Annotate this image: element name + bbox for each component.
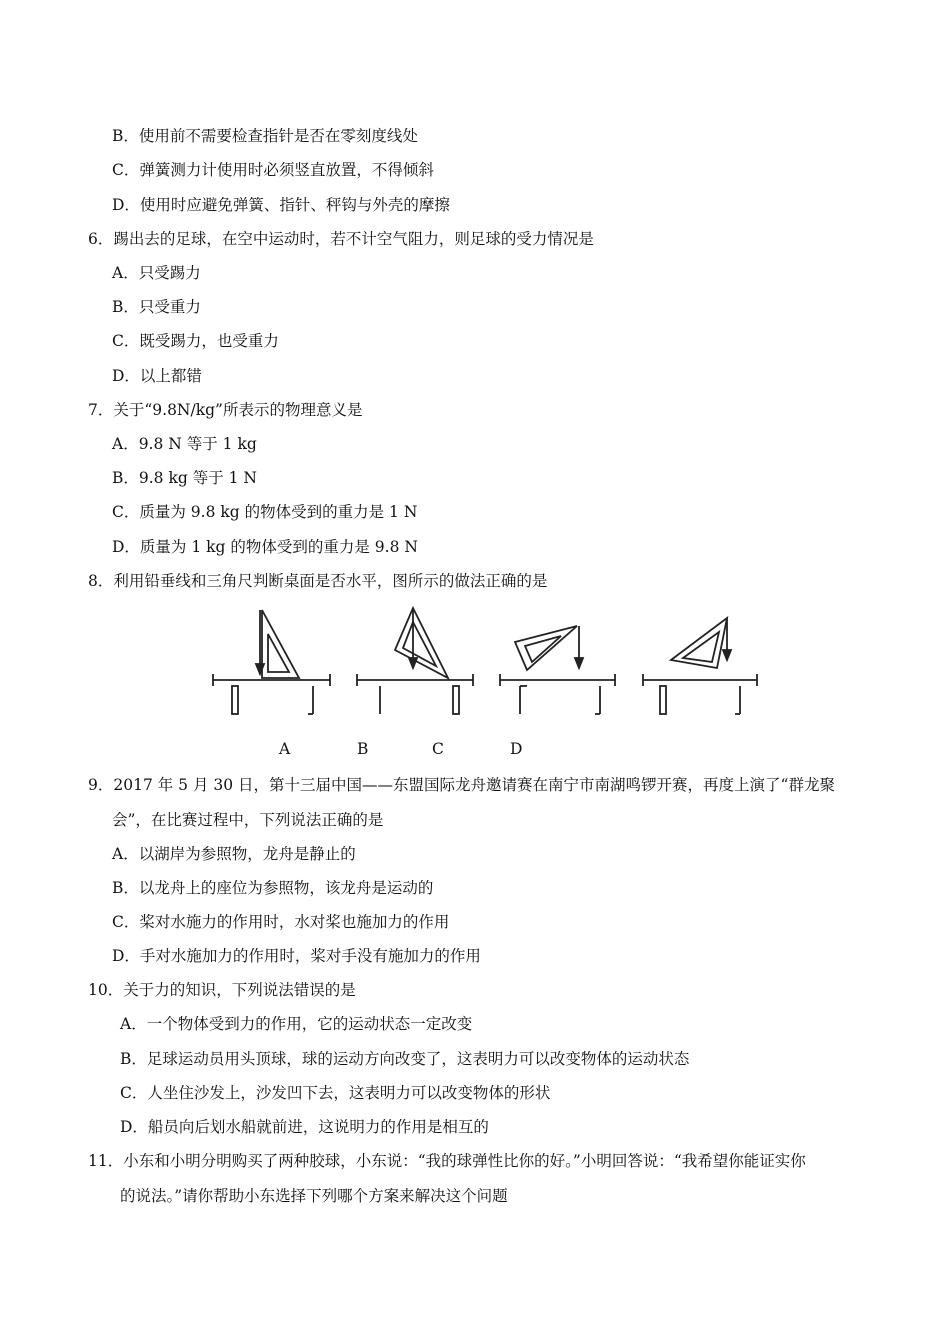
q9-option-d: D．手对水施加力的作用时，桨对手没有施加力的作用 [112, 947, 481, 965]
q10-option-b: B．足球运动员用头顶球，球的运动方向改变了，这表明力可以改变物体的运动状态 [120, 1050, 690, 1068]
q9-stem-line1: 9．2017 年 5 月 30 日，第十三届中国——东盟国际龙舟邀请赛在南宁市南湖鸣锣开赛，再度上演了“群龙聚 [88, 776, 835, 794]
q6-stem: 6．踢出去的足球，在空中运动时，若不计空气阻力，则足球的受力情况是 [88, 230, 594, 248]
q11-stem-line1: 11．小东和小明分明购买了两种胶球，小东说：“我的球弹性比你的好。”小明回答说：“我希望你能证实你 [88, 1152, 806, 1170]
panel-a-diagram [213, 610, 330, 714]
q10-option-a: A．一个物体受到力的作用，它的运动状态一定改变 [120, 1015, 473, 1033]
q10-stem: 10．关于力的知识，下列说法错误的是 [88, 981, 356, 999]
q6-option-d: D．以上都错 [112, 367, 202, 385]
q5-option-d: D．使用时应避免弹簧、指针、秤钩与外壳的摩擦 [112, 196, 450, 214]
panel-d-diagram [643, 618, 757, 714]
q5-option-c: C．弹簧测力计使用时必须竖直放置，不得倾斜 [112, 161, 434, 179]
q6-option-b: B．只受重力 [112, 298, 201, 316]
q9-stem-line2: 会”，在比赛过程中，下列说法正确的是 [112, 811, 384, 829]
q7-option-c: C．质量为 9.8 kg 的物体受到的重力是 1 N [112, 503, 418, 521]
figure-label-b: B [357, 740, 369, 758]
q9-option-b: B．以龙舟上的座位为参照物，该龙舟是运动的 [112, 879, 434, 897]
q8-stem: 8．利用铅垂线和三角尺判断桌面是否水平，图所示的做法正确的是 [88, 572, 548, 590]
figure-label-c: C [432, 740, 444, 758]
q5-option-b: B．使用前不需要检查指针是否在零刻度线处 [112, 127, 418, 145]
q8-figure [205, 604, 765, 726]
panel-b-diagram [357, 608, 473, 714]
q10-option-c: C．人坐住沙发上，沙发凹下去，这表明力可以改变物体的形状 [120, 1084, 551, 1102]
q10-option-d: D．船员向后划水船就前进，这说明力的作用是相互的 [120, 1118, 489, 1136]
q7-option-a: A．9.8 N 等于 1 kg [112, 435, 257, 453]
q11-stem-line2: 的说法。”请你帮助小东选择下列哪个方案来解决这个问题 [120, 1187, 508, 1205]
q7-stem: 7．关于“9.8N/kg”所表示的物理意义是 [88, 401, 363, 419]
q7-option-b: B．9.8 kg 等于 1 N [112, 469, 257, 487]
q7-option-d: D．质量为 1 kg 的物体受到的重力是 9.8 N [112, 538, 418, 556]
q6-option-a: A．只受踢力 [112, 264, 201, 282]
q9-option-a: A．以湖岸为参照物，龙舟是静止的 [112, 845, 356, 863]
figure-label-a: A [279, 740, 291, 758]
figure-label-d: D [510, 740, 523, 758]
panel-c-diagram [500, 626, 615, 714]
q9-option-c: C．桨对水施力的作用时，水对桨也施加力的作用 [112, 913, 450, 931]
q6-option-c: C．既受踢力，也受重力 [112, 332, 279, 350]
